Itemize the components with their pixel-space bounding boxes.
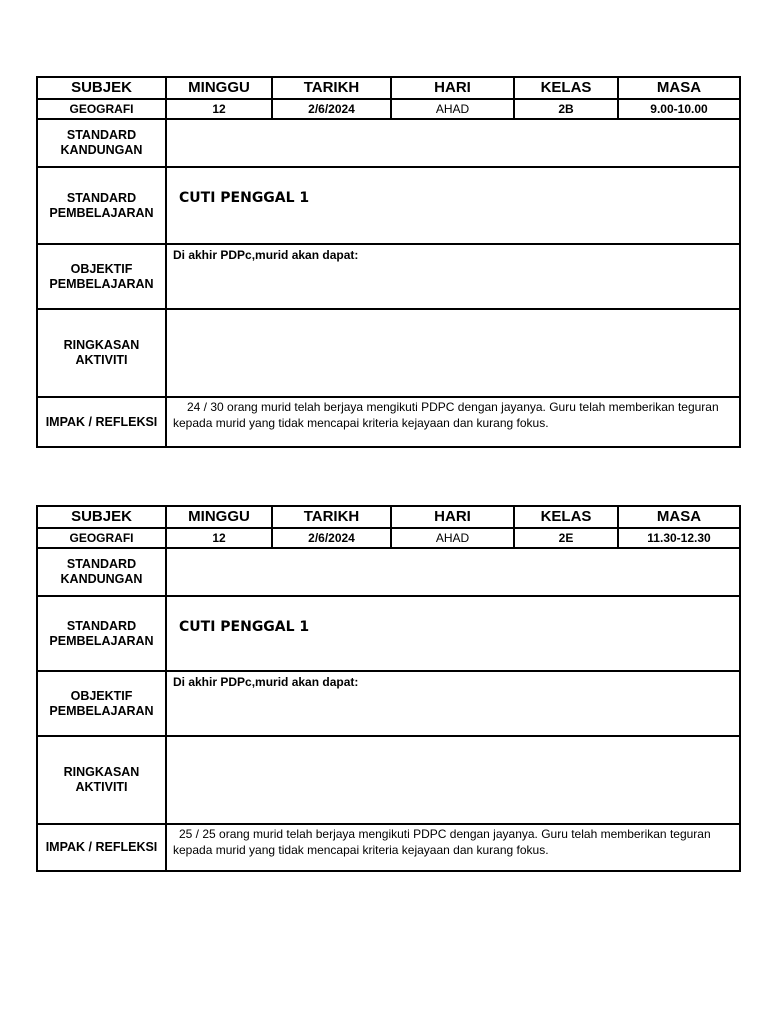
objektif-text: Di akhir PDPc,murid akan dapat: <box>173 248 359 262</box>
ringkasan-row <box>38 309 739 397</box>
standard-pembelajaran-text: CUTI PENGGAL 1 <box>179 619 310 635</box>
masa-value: 11.30-12.30 <box>618 528 739 548</box>
lesson-plan-table-1 <box>36 76 741 448</box>
header-minggu: MINGGU <box>166 78 272 99</box>
objektif-row <box>38 671 739 736</box>
header-hari: HARI <box>391 78 514 99</box>
ringkasan-label: RINGKASAN AKTIVITI <box>38 736 166 824</box>
masa-value: 9.00-10.00 <box>618 99 739 119</box>
tarikh-value: 2/6/2024 <box>272 528 391 548</box>
objektif-label: OBJEKTIF PEMBELAJARAN <box>38 244 166 309</box>
impak-row <box>38 824 739 870</box>
standard-pembelajaran-label: STANDARD PEMBELAJARAN <box>38 167 166 244</box>
standard-kandungan-label: STANDARD KANDUNGAN <box>38 119 166 167</box>
header-kelas: KELAS <box>514 507 618 528</box>
standard-pembelajaran-content <box>166 596 739 671</box>
ringkasan-content <box>166 309 739 397</box>
minggu-value: 12 <box>166 99 272 119</box>
standard-kandungan-label: STANDARD KANDUNGAN <box>38 548 166 596</box>
header-hari: HARI <box>391 507 514 528</box>
objektif-row <box>38 244 739 309</box>
standard-pembelajaran-text: CUTI PENGGAL 1 <box>179 190 310 206</box>
header-masa: MASA <box>618 507 739 528</box>
objektif-text: Di akhir PDPc,murid akan dapat: <box>173 675 359 689</box>
kelas-value: 2B <box>514 99 618 119</box>
hari-value: AHAD <box>391 528 514 548</box>
header-minggu: MINGGU <box>166 507 272 528</box>
header-subjek: SUBJEK <box>38 507 166 528</box>
subjek-value: GEOGRAFI <box>38 528 166 548</box>
minggu-value: 12 <box>166 528 272 548</box>
standard-kandungan-content <box>166 548 739 596</box>
impak-label: IMPAK / REFLEKSI <box>38 824 166 870</box>
impak-content <box>166 824 739 870</box>
refleksi-value: 24 / 30 orang murid telah berjaya mengikuti PDPC dengan jayanya. Guru telah memberikan teguran kepada murid yang tidak mencapai kriteria kejayaan dan kurang fokus. <box>173 400 719 430</box>
header-tarikh: TARIKH <box>272 507 391 528</box>
refleksi-value: 25 / 25 orang murid telah berjaya mengikuti PDPC dengan jayanya. Guru telah memberikan teguran kepada murid yang tidak mencapai kriteria kejayaan dan kurang fokus. <box>173 827 711 857</box>
standard-pembelajaran-row <box>38 596 739 671</box>
header-tarikh: TARIKH <box>272 78 391 99</box>
ringkasan-content <box>166 736 739 824</box>
lesson-plan-table-2 <box>36 505 741 872</box>
header-row <box>38 78 739 99</box>
value-row <box>38 528 739 548</box>
objektif-label: OBJEKTIF PEMBELAJARAN <box>38 671 166 736</box>
impak-label: IMPAK / REFLEKSI <box>38 397 166 446</box>
objektif-content <box>166 671 739 736</box>
standard-pembelajaran-content <box>166 167 739 244</box>
header-masa: MASA <box>618 78 739 99</box>
refleksi-text <box>167 825 739 858</box>
ringkasan-row <box>38 736 739 824</box>
refleksi-text <box>167 398 739 431</box>
standard-kandungan-content <box>166 119 739 167</box>
hari-value: AHAD <box>391 99 514 119</box>
impak-row <box>38 397 739 446</box>
header-kelas: KELAS <box>514 78 618 99</box>
standard-kandungan-row <box>38 119 739 167</box>
tarikh-value: 2/6/2024 <box>272 99 391 119</box>
subjek-value: GEOGRAFI <box>38 99 166 119</box>
standard-pembelajaran-label: STANDARD PEMBELAJARAN <box>38 596 166 671</box>
standard-kandungan-row <box>38 548 739 596</box>
impak-content <box>166 397 739 446</box>
objektif-content <box>166 244 739 309</box>
header-row <box>38 507 739 528</box>
standard-pembelajaran-row <box>38 167 739 244</box>
ringkasan-label: RINGKASAN AKTIVITI <box>38 309 166 397</box>
kelas-value: 2E <box>514 528 618 548</box>
value-row <box>38 99 739 119</box>
header-subjek: SUBJEK <box>38 78 166 99</box>
